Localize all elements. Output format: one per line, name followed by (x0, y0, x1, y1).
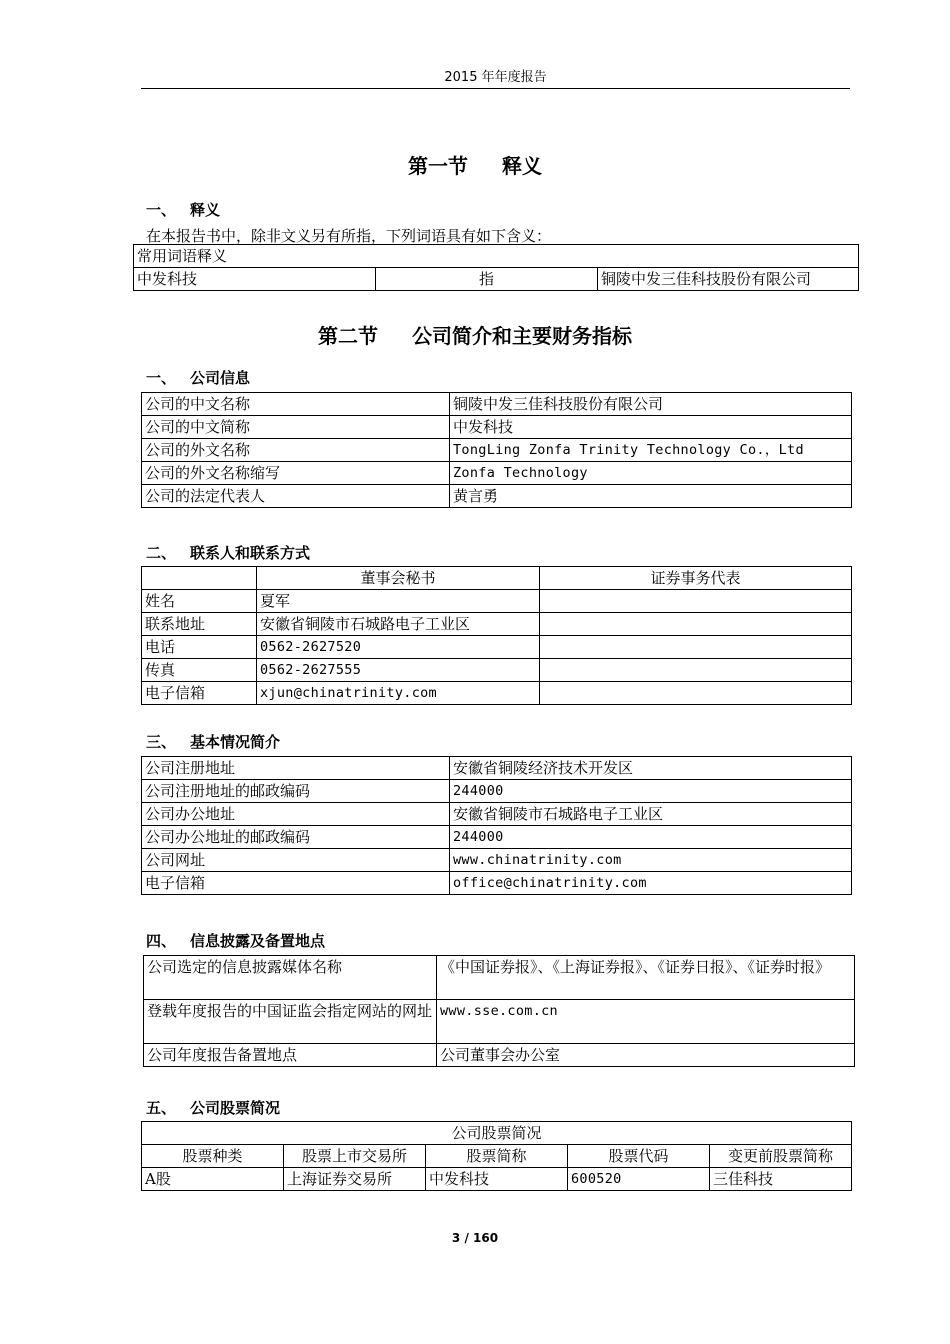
ref-cell: 指 (376, 268, 598, 291)
subsection-heading: 一、 释义 (146, 201, 221, 219)
table-row: 公司注册地址 安徽省铜陵经济技术开发区 (142, 757, 852, 780)
table-row: A股 上海证券交易所 中发科技 600520 三佳科技 (142, 1168, 852, 1191)
table-row: 联系地址 安徽省铜陵市石城路电子工业区 (142, 613, 852, 636)
disclosure-table (143, 955, 855, 1067)
subsection-heading: 三、 基本情况简介 (146, 733, 281, 751)
section-2-number: 第二节 (318, 324, 378, 348)
column-header: 变更前股票简称 (710, 1145, 852, 1168)
table-row: 公司的法定代表人 黄言勇 (142, 485, 852, 508)
column-header: 股票上市交易所 (284, 1145, 426, 1168)
table-row (142, 567, 852, 590)
table-row: 电子信箱 xjun@chinatrinity.com (142, 682, 852, 705)
contacts-table (141, 566, 852, 705)
subsection-heading: 五、 公司股票简况 (146, 1099, 281, 1117)
table-row (134, 268, 859, 291)
table-row: 公司办公地址 安徽省铜陵市石城路电子工业区 (142, 803, 852, 826)
section-2-name: 公司简介和主要财务指标 (412, 324, 632, 348)
column-header: 股票代码 (568, 1145, 710, 1168)
stock-table (141, 1121, 852, 1191)
table-row: 公司的中文简称 中发科技 (142, 416, 852, 439)
term-cell: 中发科技 (134, 268, 376, 291)
table-header-cell: 常用词语释义 (134, 245, 859, 268)
section-2-title (0, 320, 950, 349)
table-row: 公司办公地址的邮政编码 244000 (142, 826, 852, 849)
table-row: 电话 0562-2627520 (142, 636, 852, 659)
table-row: 登载年度报告的中国证监会指定网站的网址 www.sse.com.cn (144, 1000, 855, 1044)
table-row: 公司的中文名称 铜陵中发三佳科技股份有限公司 (142, 393, 852, 416)
section-1-number: 第一节 (408, 154, 468, 178)
table-row (134, 245, 859, 268)
subsection-heading: 四、 信息披露及备置地点 (146, 932, 326, 950)
page-number: 3 / 160 (451, 1231, 499, 1245)
table-row (142, 1145, 852, 1168)
table-row: 电子信箱 office@chinatrinity.com (142, 872, 852, 895)
header-divider (141, 88, 850, 89)
definitions-table (133, 244, 859, 291)
table-row: 传真 0562-2627555 (142, 659, 852, 682)
column-header: 董事会秘书 (257, 567, 540, 590)
subsection-heading: 二、 联系人和联系方式 (146, 544, 311, 562)
intro-paragraph: 在本报告书中，除非文义另有所指，下列词语具有如下含义： (146, 227, 552, 245)
table-row: 公司的外文名称 TongLing Zonfa Trinity Technology Co.，Ltd (142, 439, 852, 462)
meaning-cell: 铜陵中发三佳科技股份有限公司 (598, 268, 859, 291)
table-row: 公司的外文名称缩写 Zonfa Technology (142, 462, 852, 485)
table-row (142, 1122, 852, 1145)
section-1-title (0, 150, 950, 179)
section-1-name: 释义 (502, 154, 542, 178)
column-header: 股票简称 (426, 1145, 568, 1168)
table-row: 公司网址 www.chinatrinity.com (142, 849, 852, 872)
subsection-heading: 一、 公司信息 (146, 369, 251, 387)
page-header: 2015 年年度报告 (444, 70, 547, 85)
table-row: 公司年度报告备置地点 公司董事会办公室 (144, 1044, 855, 1067)
column-header: 证券事务代表 (540, 567, 852, 590)
table-row: 公司注册地址的邮政编码 244000 (142, 780, 852, 803)
basic-info-table (141, 756, 852, 895)
company-info-table (141, 392, 852, 508)
table-header-cell: 公司股票简况 (142, 1122, 852, 1145)
column-header: 股票种类 (142, 1145, 284, 1168)
table-row: 公司选定的信息披露媒体名称 《中国证券报》、《上海证券报》、《证券日报》、《证券时报》 (144, 956, 855, 1000)
table-row: 姓名 夏军 (142, 590, 852, 613)
